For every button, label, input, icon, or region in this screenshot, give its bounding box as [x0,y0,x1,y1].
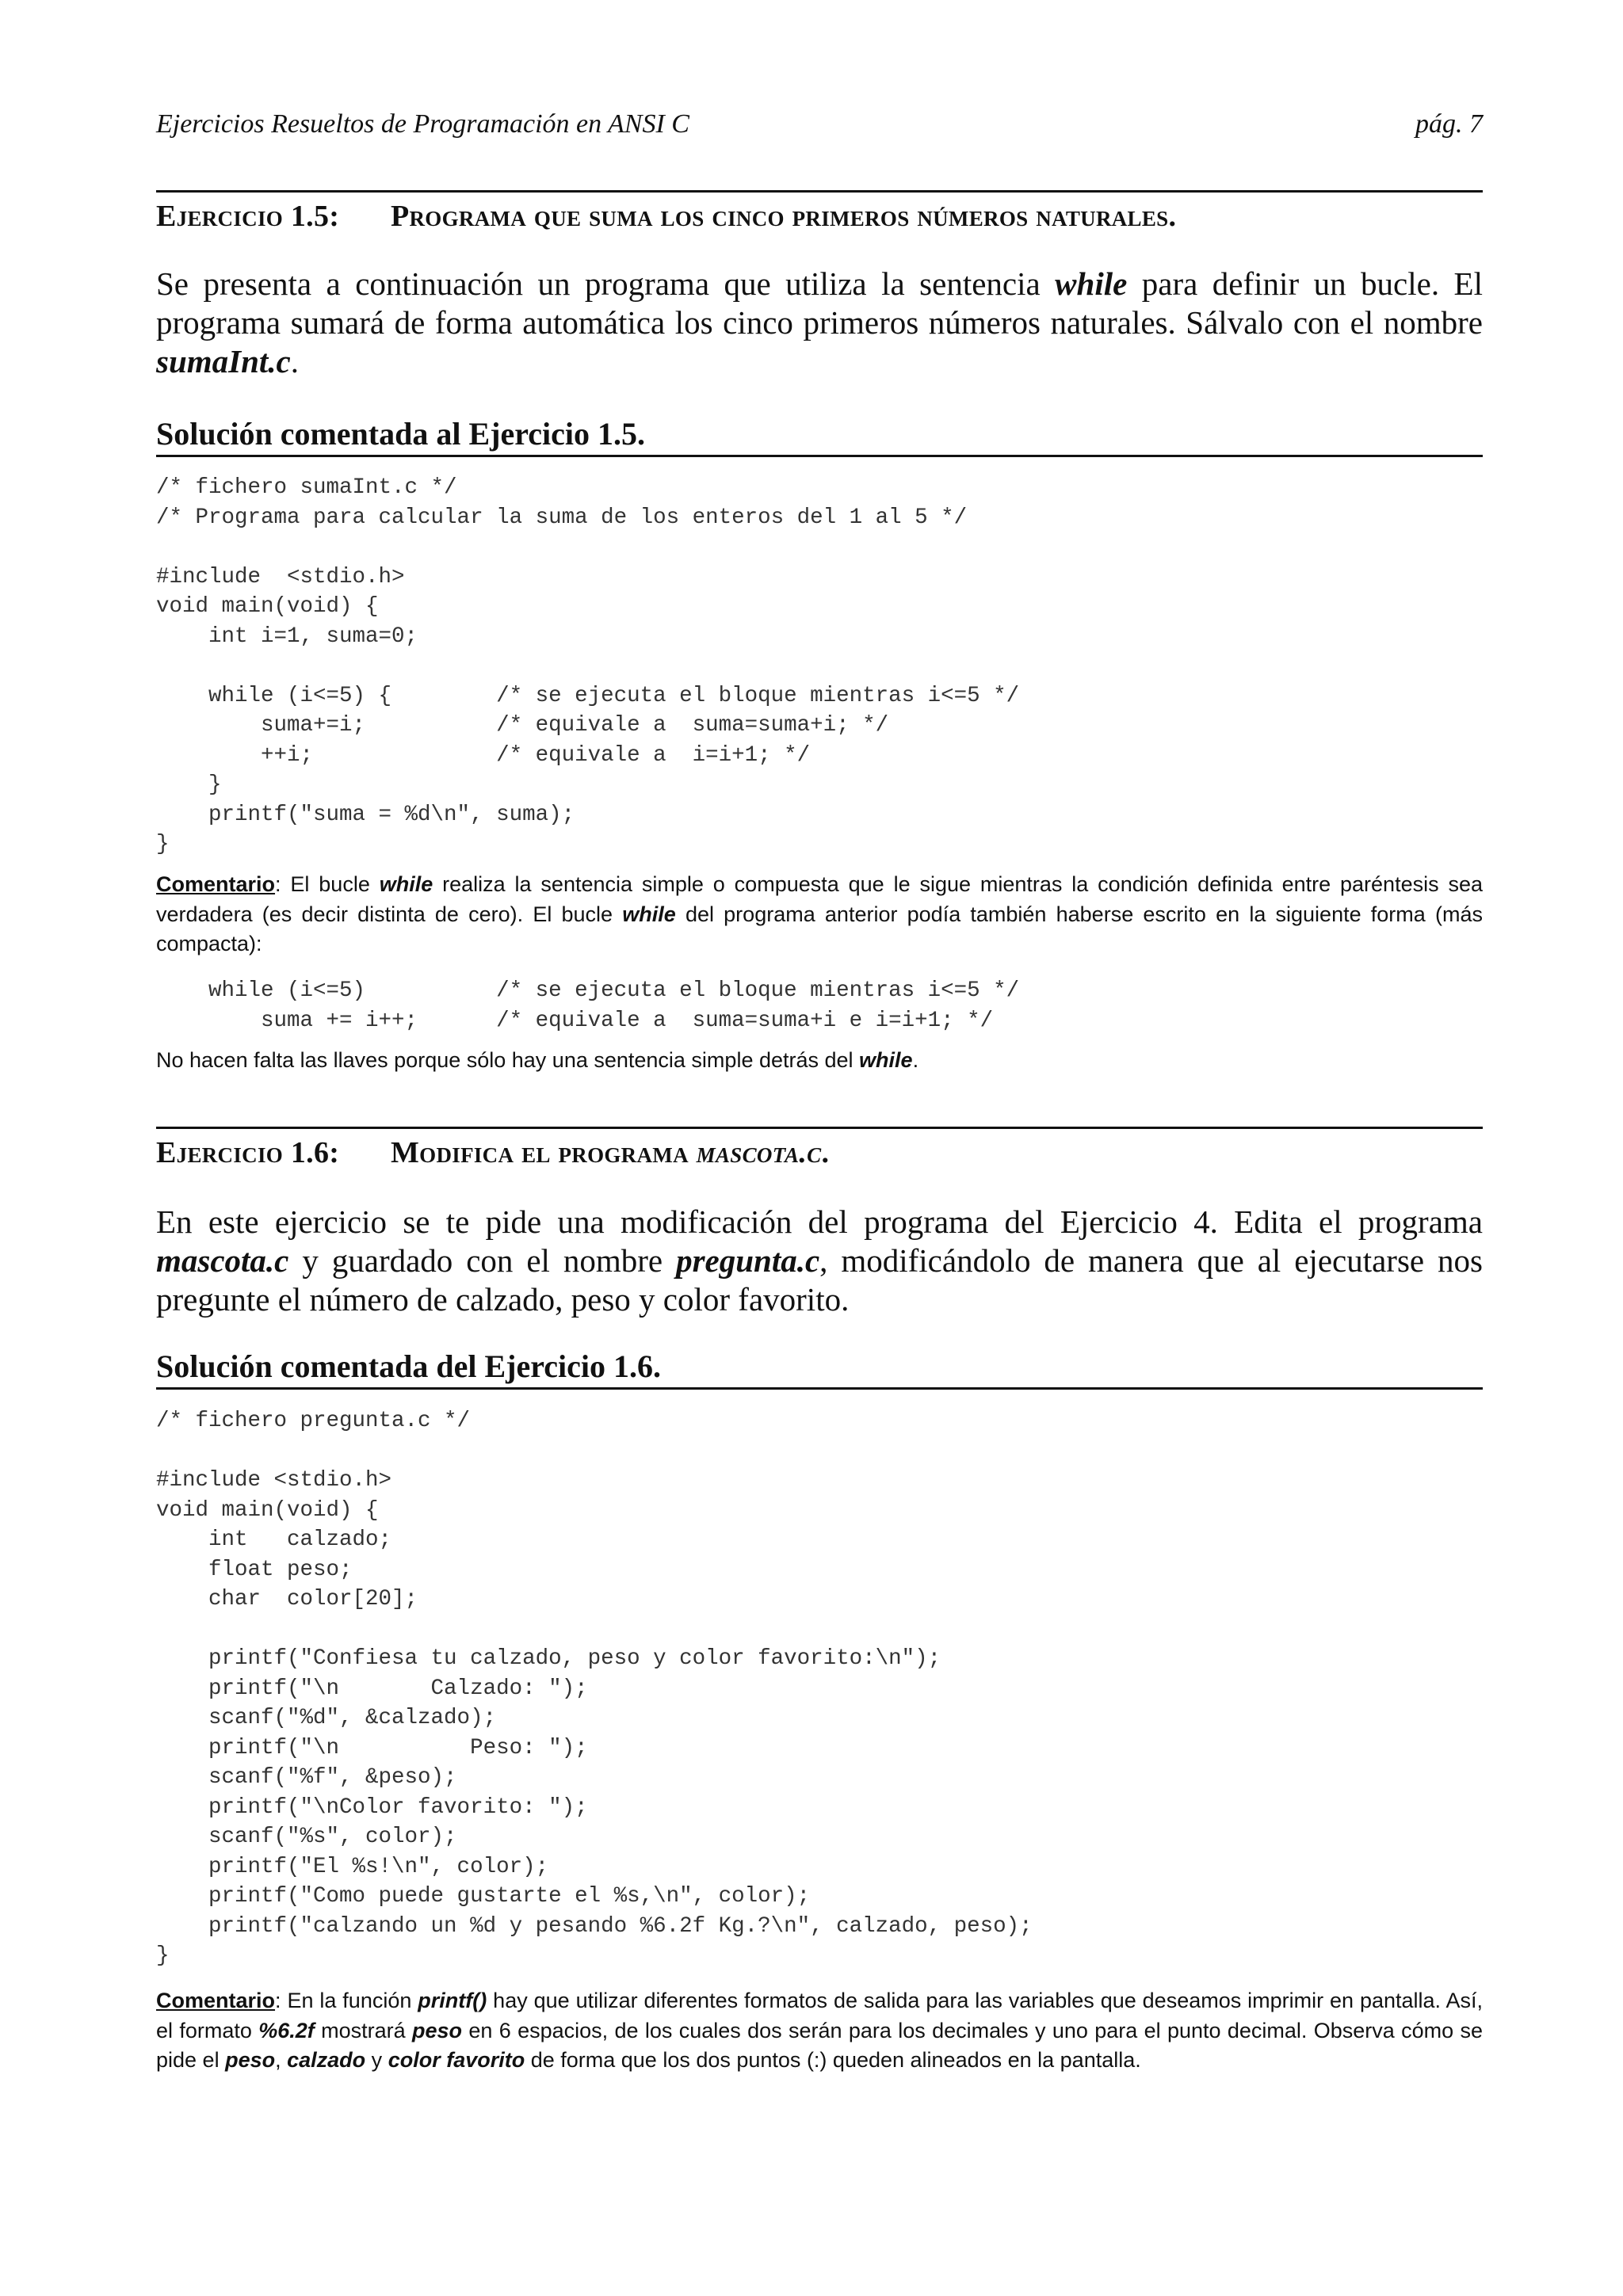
intro-text: Se presenta a continuación un programa que utiliza la sentencia [156,265,1056,302]
comment-text: y [365,2048,388,2072]
filename: sumaInt.c [156,343,291,379]
filename: pregunta.c [676,1242,820,1279]
comment-1-5 [156,870,1483,959]
exercise-1-6-intro [156,1203,1483,1319]
code-block-sumaint: /* fichero sumaInt.c */ /* Programa para calcular la suma de los enteros del 1 al 5 */ #include <stdio.h> void main(void) { int i=1, suma=0; while (i<=5) { /* se ejecuta el bloque mientras i<=5 */ suma+=i; /* equivale a suma=suma+i; */ ++i; /* equivale a i=i+1; */ } printf("suma = %d\n", suma); } [156,475,1020,856]
comment-text: hay que utilizar diferentes formatos de salida para las variables que deseamos imprimir en pantalla. Así, el formato [156,1989,1483,2042]
header-title: Ejercicios Resueltos de Programación en ANSI C [156,109,689,139]
intro-text: En este ejercicio se te pide una modificación del programa del Ejercicio 4. Edita el programa [156,1203,1483,1240]
page-number: pág. 7 [1415,109,1483,139]
filename: mascota.c [156,1242,289,1279]
exercise-number: Ejercicio 1.6: [156,1136,340,1169]
note-braces [156,1046,918,1076]
comment-text: : En la función [275,1989,418,2012]
exercise-1-5-intro [156,265,1483,381]
comment-text: en 6 espacios, de los cuales dos serán para los decimales y uno para el punto decimal. Observa cómo se pide el [156,2018,1484,2072]
variable-name: peso [225,2048,276,2072]
exercise-1-6-heading [156,1127,1483,1170]
exercise-title-file: mascota.c [696,1136,822,1169]
variable-name: color favorito [388,2048,525,2072]
exercise-1-5-heading [156,190,1483,234]
intro-text: y guardado con el nombre [288,1242,677,1279]
keyword-while: while [622,902,676,926]
keyword-while: while [1055,265,1128,302]
function-name: printf() [418,1989,487,2012]
exercise-title: . [821,1136,830,1169]
code-block-pregunta: /* fichero pregunta.c */ #include <stdio.h> void main(void) { int calzado; float peso; char color[20]; printf("Confiesa tu calzado, peso y color favorito:\n"); printf("\n Calzado: "); scanf("%d", &calzado); printf("\n Peso: "); scanf("%f", &peso); printf("\nColor favorito: "); scanf("%s", color); printf("El %s!\n", color); printf("Como puede gustarte el %s,\n", color); printf("calzando un %d y pesando %6.2f Kg.?\n", calzado, peso); } [156,1409,1033,1968]
comment-text: realiza la sentencia simple o compuesta que le sigue mientras la condición definida entre paréntesis sea verdadera (es decir distinta de cero). El bucle [156,872,1483,926]
solution-1-5-heading: Solución comentada al Ejercicio 1.5. [156,415,1483,457]
comment-1-6 [156,1986,1483,2076]
code-block-compact: while (i<=5) /* se ejecuta el bloque mientras i<=5 */ suma += i++; /* equivale a suma=suma+i e i=i+1; */ [208,978,1020,1033]
note-text: . [912,1048,919,1072]
comment-text: del programa anterior podía también haberse escrito en la siguiente forma (más compacta): [156,902,1483,955]
note-text: No hacen falta las llaves porque sólo hay una sentencia simple detrás del [156,1048,860,1072]
comment-text: , [275,2048,288,2072]
running-header [156,109,1483,144]
comment-text: mostrará [314,2018,412,2042]
comment-text: de forma que los dos puntos (:) queden alineados en la pantalla. [525,2048,1141,2072]
exercise-title: Modifica el programa [391,1136,697,1169]
comment-label: Comentario [156,1989,276,2012]
comment-label: Comentario [156,872,276,896]
exercise-number: Ejercicio 1.5: [156,200,340,233]
variable-name: peso [412,2018,463,2042]
intro-text: . [290,343,299,379]
solution-1-6-heading: Solución comentada del Ejercicio 1.6. [156,1348,1483,1390]
keyword-while: while [379,872,433,896]
format-spec: %6.2f [258,2018,315,2042]
exercise-title: Programa que suma los cinco primeros números naturales. [391,200,1177,233]
keyword-while: while [859,1048,913,1072]
variable-name: calzado [287,2048,366,2072]
intro-text: , modificándolo de manera que al ejecutarse nos pregunte el número de calzado, peso y color favorito. [156,1242,1484,1318]
comment-text: : El bucle [275,872,380,896]
intro-text: para definir un bucle. El programa sumará de forma automática los cinco primeros números naturales. Sálvalo con el nombre [156,265,1483,341]
